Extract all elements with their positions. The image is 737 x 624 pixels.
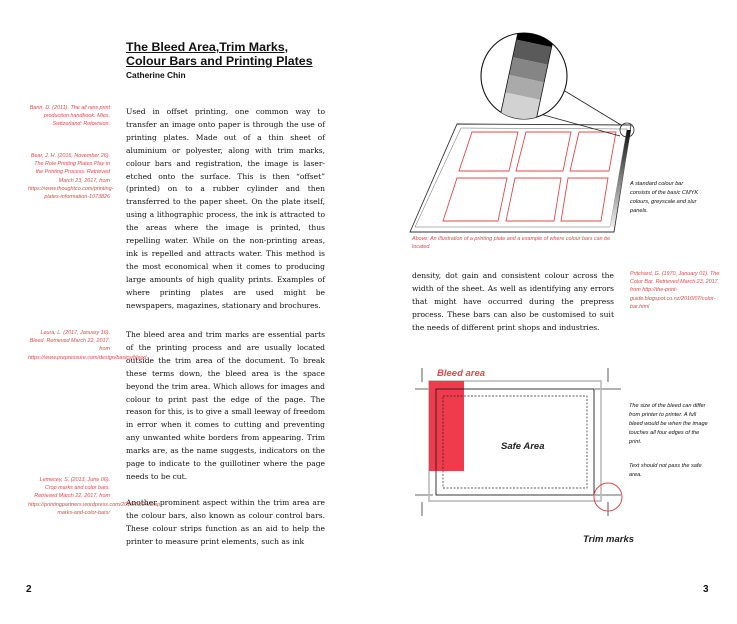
- bleed-size-note: The size of the bleed can differ from printer to printer. A full bleed would be when the image touches all four edges of the print.: [629, 403, 708, 445]
- sidenote-lemecey: Lemecey, S. (2013, June 06). Crop marks and color bars. Retrieved March 22, 2017, from https://printingpartners.wordpress.com/2013/03/24/crop-marks-and-color-bars/: [28, 477, 162, 516]
- sidenote-bear: Bear, J. H. (2016, November 26). The Role Printing Plates Play in the Printing Process. Retrieved March 23, 2017, from https://www.thoughtco.com/printing-plates-information-1073826: [28, 153, 114, 201]
- sidenote-pritchard: Pritchard, G. (1970, January 01). The Color Bar. Retrieved March 23, 2017, from http://the-print-guide.blogspot.co.nz/2010/07/color-bar.html: [630, 271, 720, 310]
- sidenote-leura: Leura, L. (2017, January 16). Bleed. Retrieved March 22, 2017, from https://www.prepressure.com/design/basics/bleed: [28, 330, 147, 361]
- plate-caption: Above: An illustration of a printing plate and a example of where colour bars can be located.: [412, 236, 611, 250]
- paragraph-colour-bars: Another prominent aspect within the trim area are the colour bars, also known as colour control bars. These colour strips function as an aid to help the printer to measure print elements, such as ink: [126, 498, 325, 546]
- printing-plate-illustration: [405, 20, 645, 242]
- bleed-area-label: Bleed area: [437, 368, 486, 379]
- safe-area-note: Text should not pass the safe area.: [629, 463, 702, 478]
- paragraph-bleed-trim: The bleed area and trim marks are essential parts of the printing process and are usually located outside the trim area of the document. To break these terms down, the bleed area is the space beyond the trim area. Which allows for images and colour to print past the edge of the page. The reason for this, is to give a small leeway of freedom in error when it comes to cutting and preventing any unwanted white borders from appearing. Trim marks are, as the name suggests, indicators on the page to indicate to the guillotiner where the page needs to be cut.: [126, 330, 325, 481]
- paragraph-printing-plates: Used in offset printing, one common way to transfer an image onto paper is through the use of printing plates. Made out of a thin sheet of aluminium or polyester, along with trim marks, colour bars and registration, the image is laser-etched onto the surface. This is then “offset” (printed) on to a rubber cylinder and then transferred to the paper sheet. On the plate itself, using a lithographic process, the ink is attracted to the areas where the image is printed, thus repelling water. While on the non-printing areas, ink is repelled and attracts water. This method is the most economical when it comes to producing large amounts of high quality prints. Examples of where printing plates are used might be newspapers, magazines, stationary and brochures.: [126, 107, 325, 310]
- paragraph-density: density, dot gain and consistent colour across the width of the sheet. As well as identifying any errors that might have occurred during the prepress process. These bars can also be customised to suit the needs of different print shops and industries.: [412, 271, 614, 332]
- trim-marks-label: Trim marks: [583, 534, 635, 545]
- page-number-right: 3: [703, 584, 709, 595]
- colour-bar-note: A standard colour bar consists of the basic CMYK colours, greyscale and slur panels.: [630, 181, 699, 214]
- sidenote-bann: Bann, D. (2011). The all new print production handbook. Mies, Switzerland: Rotovision.: [29, 105, 110, 128]
- bleed-image-block: [429, 381, 464, 471]
- page-number-left: 2: [26, 584, 32, 595]
- author-name: Catherine Chin: [126, 70, 186, 80]
- safe-area-label: Safe Area: [501, 441, 545, 452]
- article-title: The Bleed Area,Trim Marks, Colour Bars and Printing Plates: [126, 40, 313, 68]
- bleed-trim-diagram: [415, 362, 637, 547]
